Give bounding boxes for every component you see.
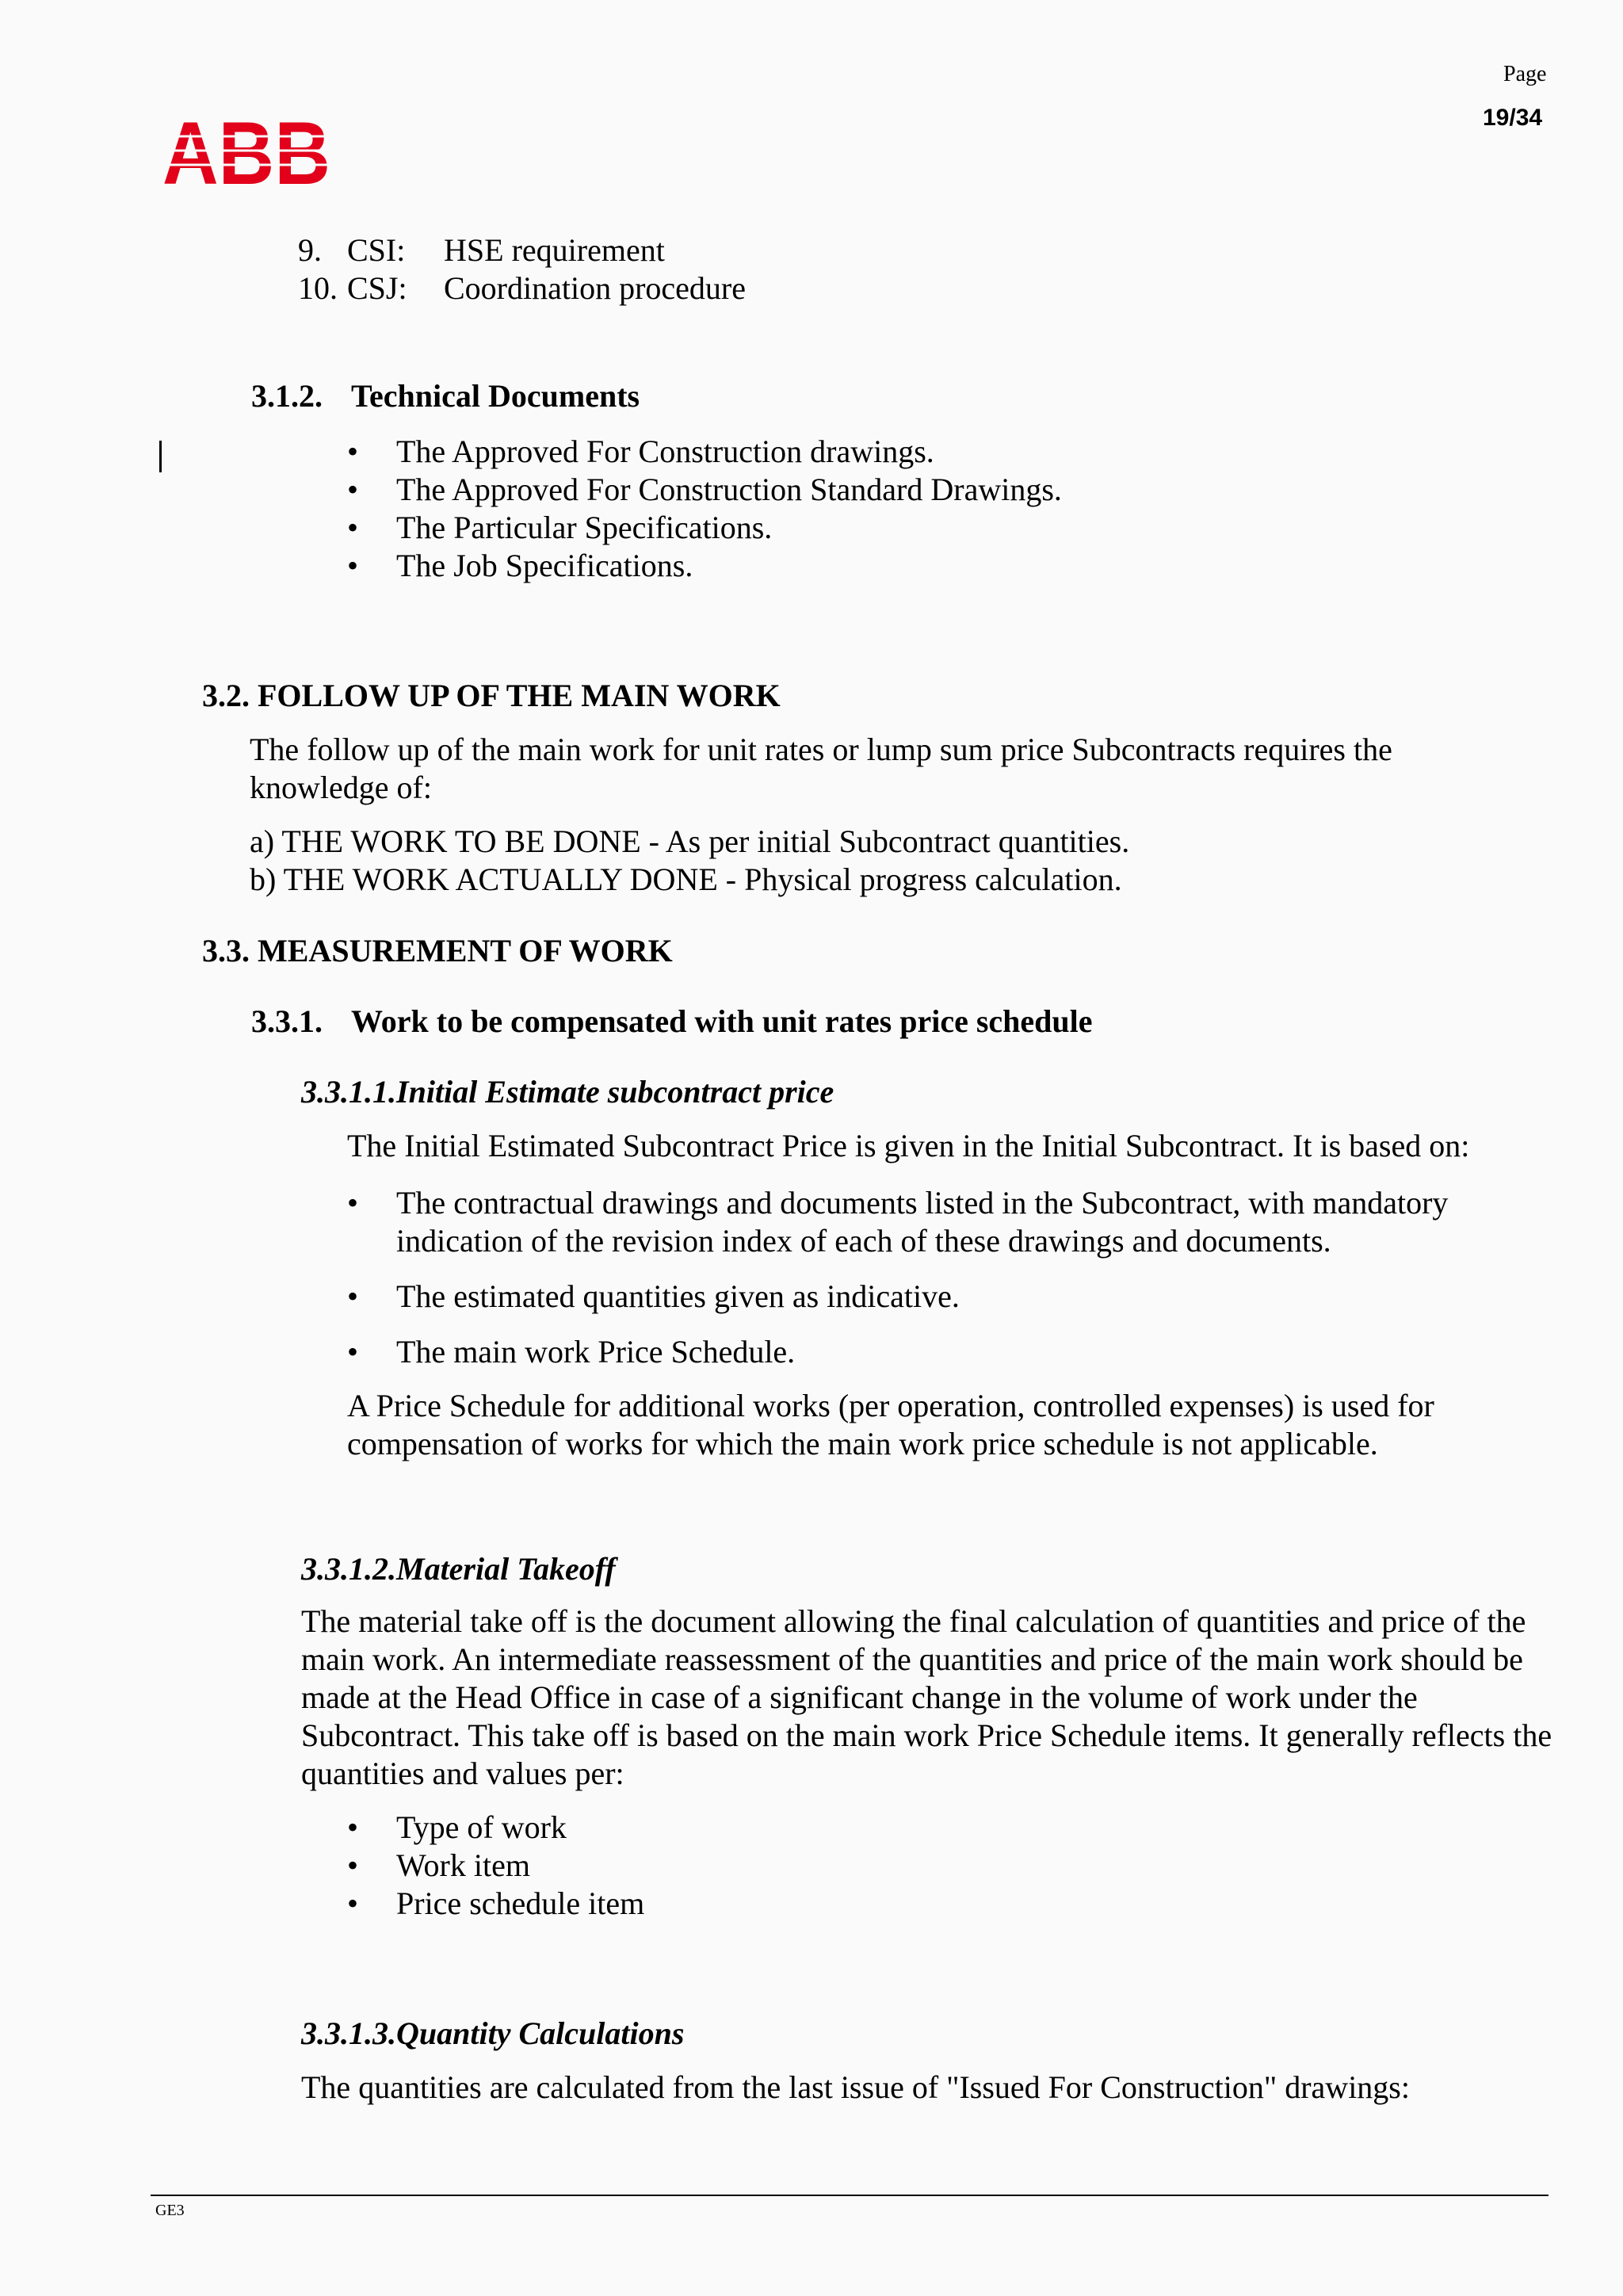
footer-code: GE3	[155, 2202, 185, 2219]
abb-logo	[162, 104, 334, 203]
list-item: • The contractual drawings and documents listed in the Subcontract, with mandatory indication of the revision index of each of these drawings and documents.	[347, 1184, 1496, 1260]
heading-3-1-2: 3.1.2. Technical Documents	[251, 378, 640, 414]
line-b: b) THE WORK ACTUALLY DONE - Physical progress calculation.	[250, 861, 1122, 897]
list-item: • The main work Price Schedule.	[347, 1333, 1496, 1371]
footer-divider	[151, 2195, 1549, 2196]
takeoff-list	[347, 1809, 1457, 1923]
page-number: 19/34	[1483, 105, 1543, 131]
estimate-basis-list	[347, 1184, 1496, 1371]
heading-3-2: 3.2. FOLLOW UP OF THE MAIN WORK	[202, 678, 781, 713]
paragraph: The material take off is the document allowing the final calculation of quantities and price of the main work. An intermediate reassessment of the quantities and price of the main work should be made at the Head Office in case of a significant change in the volume of work under the Subcontract. This take off is based on the main work Price Schedule items. It generally reflects the quantities and values per:	[301, 1603, 1552, 1791]
paragraph: The quantities are calculated from the last issue of "Issued For Construction" drawings:	[301, 2069, 1410, 2105]
list-item: • The Approved For Construction drawings.	[347, 433, 1536, 471]
tech-docs-list	[347, 433, 1536, 585]
list-item: • Type of work	[347, 1809, 1457, 1847]
heading-3-3-1-3: 3.3.1.3.Quantity Calculations	[301, 2015, 685, 2051]
paragraph: The follow up of the main work for unit rates or lump sum price Subcontracts requires the knowledge of:	[250, 732, 1392, 805]
svg-text:ABB: ABB	[162, 104, 330, 203]
numbered-item-10: 10. CSJ: Coordination procedure	[298, 270, 746, 306]
list-item: • The estimated quantities given as indicative.	[347, 1278, 1496, 1316]
heading-3-3: 3.3. MEASUREMENT OF WORK	[202, 933, 673, 968]
revision-bar	[159, 441, 162, 472]
numbered-item-9: 9. CSI: HSE requirement	[298, 232, 665, 268]
list-item: • The Job Specifications.	[347, 547, 1536, 585]
list-item: • The Approved For Construction Standard Drawings.	[347, 471, 1536, 509]
paragraph: The Initial Estimated Subcontract Price is given in the Initial Subcontract. It is based on:	[347, 1128, 1470, 1163]
heading-3-3-1-1: 3.3.1.1.Initial Estimate subcontract price	[301, 1074, 834, 1110]
list-item: • Price schedule item	[347, 1885, 1457, 1923]
list-item: • Work item	[347, 1847, 1457, 1885]
heading-3-3-1: 3.3.1. Work to be compensated with unit rates price schedule	[251, 1003, 1093, 1039]
paragraph: A Price Schedule for additional works (per operation, controlled expenses) is used for compensation of works for which the main work price schedule is not applicable.	[347, 1388, 1434, 1461]
line-a: a) THE WORK TO BE DONE - As per initial Subcontract quantities.	[250, 823, 1130, 859]
heading-3-3-1-2: 3.3.1.2.Material Takeoff	[301, 1551, 616, 1587]
page-label: Page	[1503, 62, 1547, 86]
list-item: • The Particular Specifications.	[347, 509, 1536, 547]
